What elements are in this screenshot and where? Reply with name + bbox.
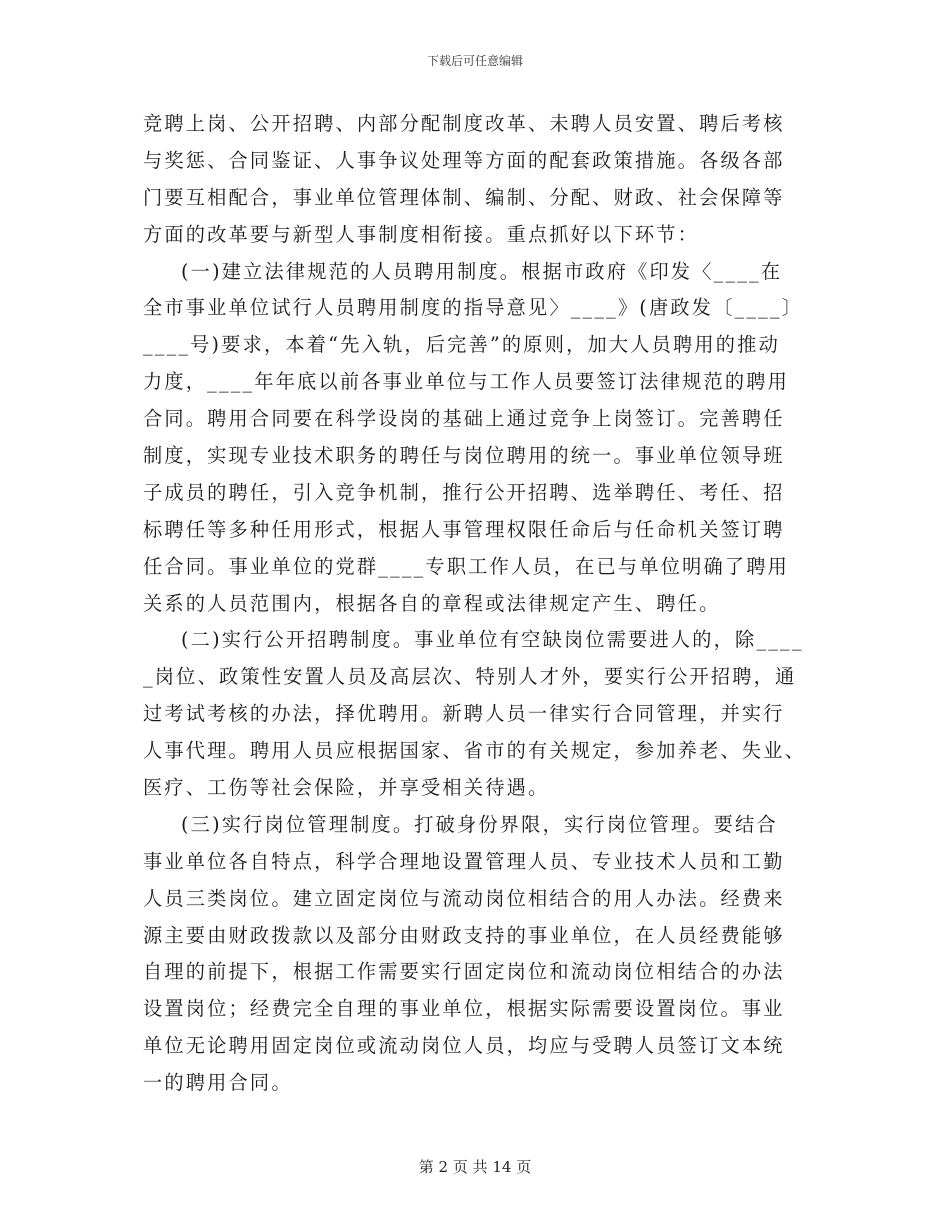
text-line: 医疗、工伤等社会保险，并享受相关待遇。 xyxy=(143,776,550,800)
page-header: 下载后可任意编辑 xyxy=(426,54,523,68)
text-line: ____号)要求，本着“先入轨，后完善”的原则，加大人员聘用的推动 xyxy=(143,333,780,357)
text-line: 单位无论聘用固定岗位或流动岗位人员，均应与受聘人员签订文本统 xyxy=(143,1034,785,1058)
text-line: 方面的改革要与新型人事制度相衔接。重点抓好以下环节： xyxy=(143,222,700,246)
paragraph-start-line: (一)建立法律规范的人员聘用制度。根据市政府《印发〈____在 xyxy=(181,259,783,283)
text-line: 与奖惩、合同鉴证、人事争议处理等方面的配套政策措施。各级各部 xyxy=(143,148,785,172)
text-line: 合同。聘用合同要在科学设岗的基础上通过竞争上岗签订。完善聘任 xyxy=(143,407,785,431)
text-line: 制度，实现专业技术职务的聘任与岗位聘用的统一。事业单位领导班 xyxy=(143,444,785,468)
text-line: 源主要由财政拨款以及部分由财政支持的事业单位，在人员经费能够 xyxy=(143,923,785,947)
text-line: 一的聘用合同。 xyxy=(143,1071,293,1095)
text-line: 人事代理。聘用人员应根据国家、省市的有关规定，参加养老、失业、 xyxy=(143,739,807,763)
page-number-footer: 第 2 页 共 14 页 xyxy=(418,1158,532,1176)
text-line: _岗位、政策性安置人员及高层次、特别人才外，要实行公开招聘，通 xyxy=(143,665,797,689)
paragraph-start-line: (三)实行岗位管理制度。打破身份界限，实行岗位管理。要结合 xyxy=(181,812,778,836)
text-line: 自理的前提下，根据工作需要实行固定岗位和流动岗位相结合的办法 xyxy=(143,960,785,984)
text-line: 事业单位各自特点，科学合理地设置管理人员、专业技术人员和工勤 xyxy=(143,849,785,873)
paragraph-start-line: (二)实行公开招聘制度。事业单位有空缺岗位需要进人的，除____ xyxy=(181,628,804,652)
text-line: 任合同。事业单位的党群____专职工作人员，在已与单位明确了聘用 xyxy=(143,554,790,578)
text-line: 设置岗位；经费完全自理的事业单位，根据实际需要设置岗位。事业 xyxy=(143,997,785,1021)
text-line: 门要互相配合，事业单位管理体制、编制、分配、财政、社会保障等 xyxy=(143,185,785,209)
text-line: 标聘任等多种任用形式，根据人事管理权限任命后与任命机关签订聘 xyxy=(143,517,785,541)
text-line: 过考试考核的办法，择优聘用。新聘人员一律实行合同管理，并实行 xyxy=(143,702,785,726)
document-body xyxy=(143,106,813,1102)
text-line: 子成员的聘任，引入竞争机制，推行公开招聘、选举聘任、考任、招 xyxy=(143,480,785,504)
text-line: 关系的人员范围内，根据各自的章程或法律规定产生、聘任。 xyxy=(143,591,721,615)
text-line: 人员三类岗位。建立固定岗位与流动岗位相结合的用人办法。经费来 xyxy=(143,886,785,910)
text-line: 竞聘上岗、公开招聘、内部分配制度改革、未聘人员安置、聘后考核 xyxy=(143,112,785,135)
text-line: 全市事业单位试行人员聘用制度的指导意见〉____》(唐政发〔____〕 xyxy=(143,296,804,320)
text-line: 力度，____年年底以前各事业单位与工作人员要签订法律规范的聘用 xyxy=(143,370,790,394)
